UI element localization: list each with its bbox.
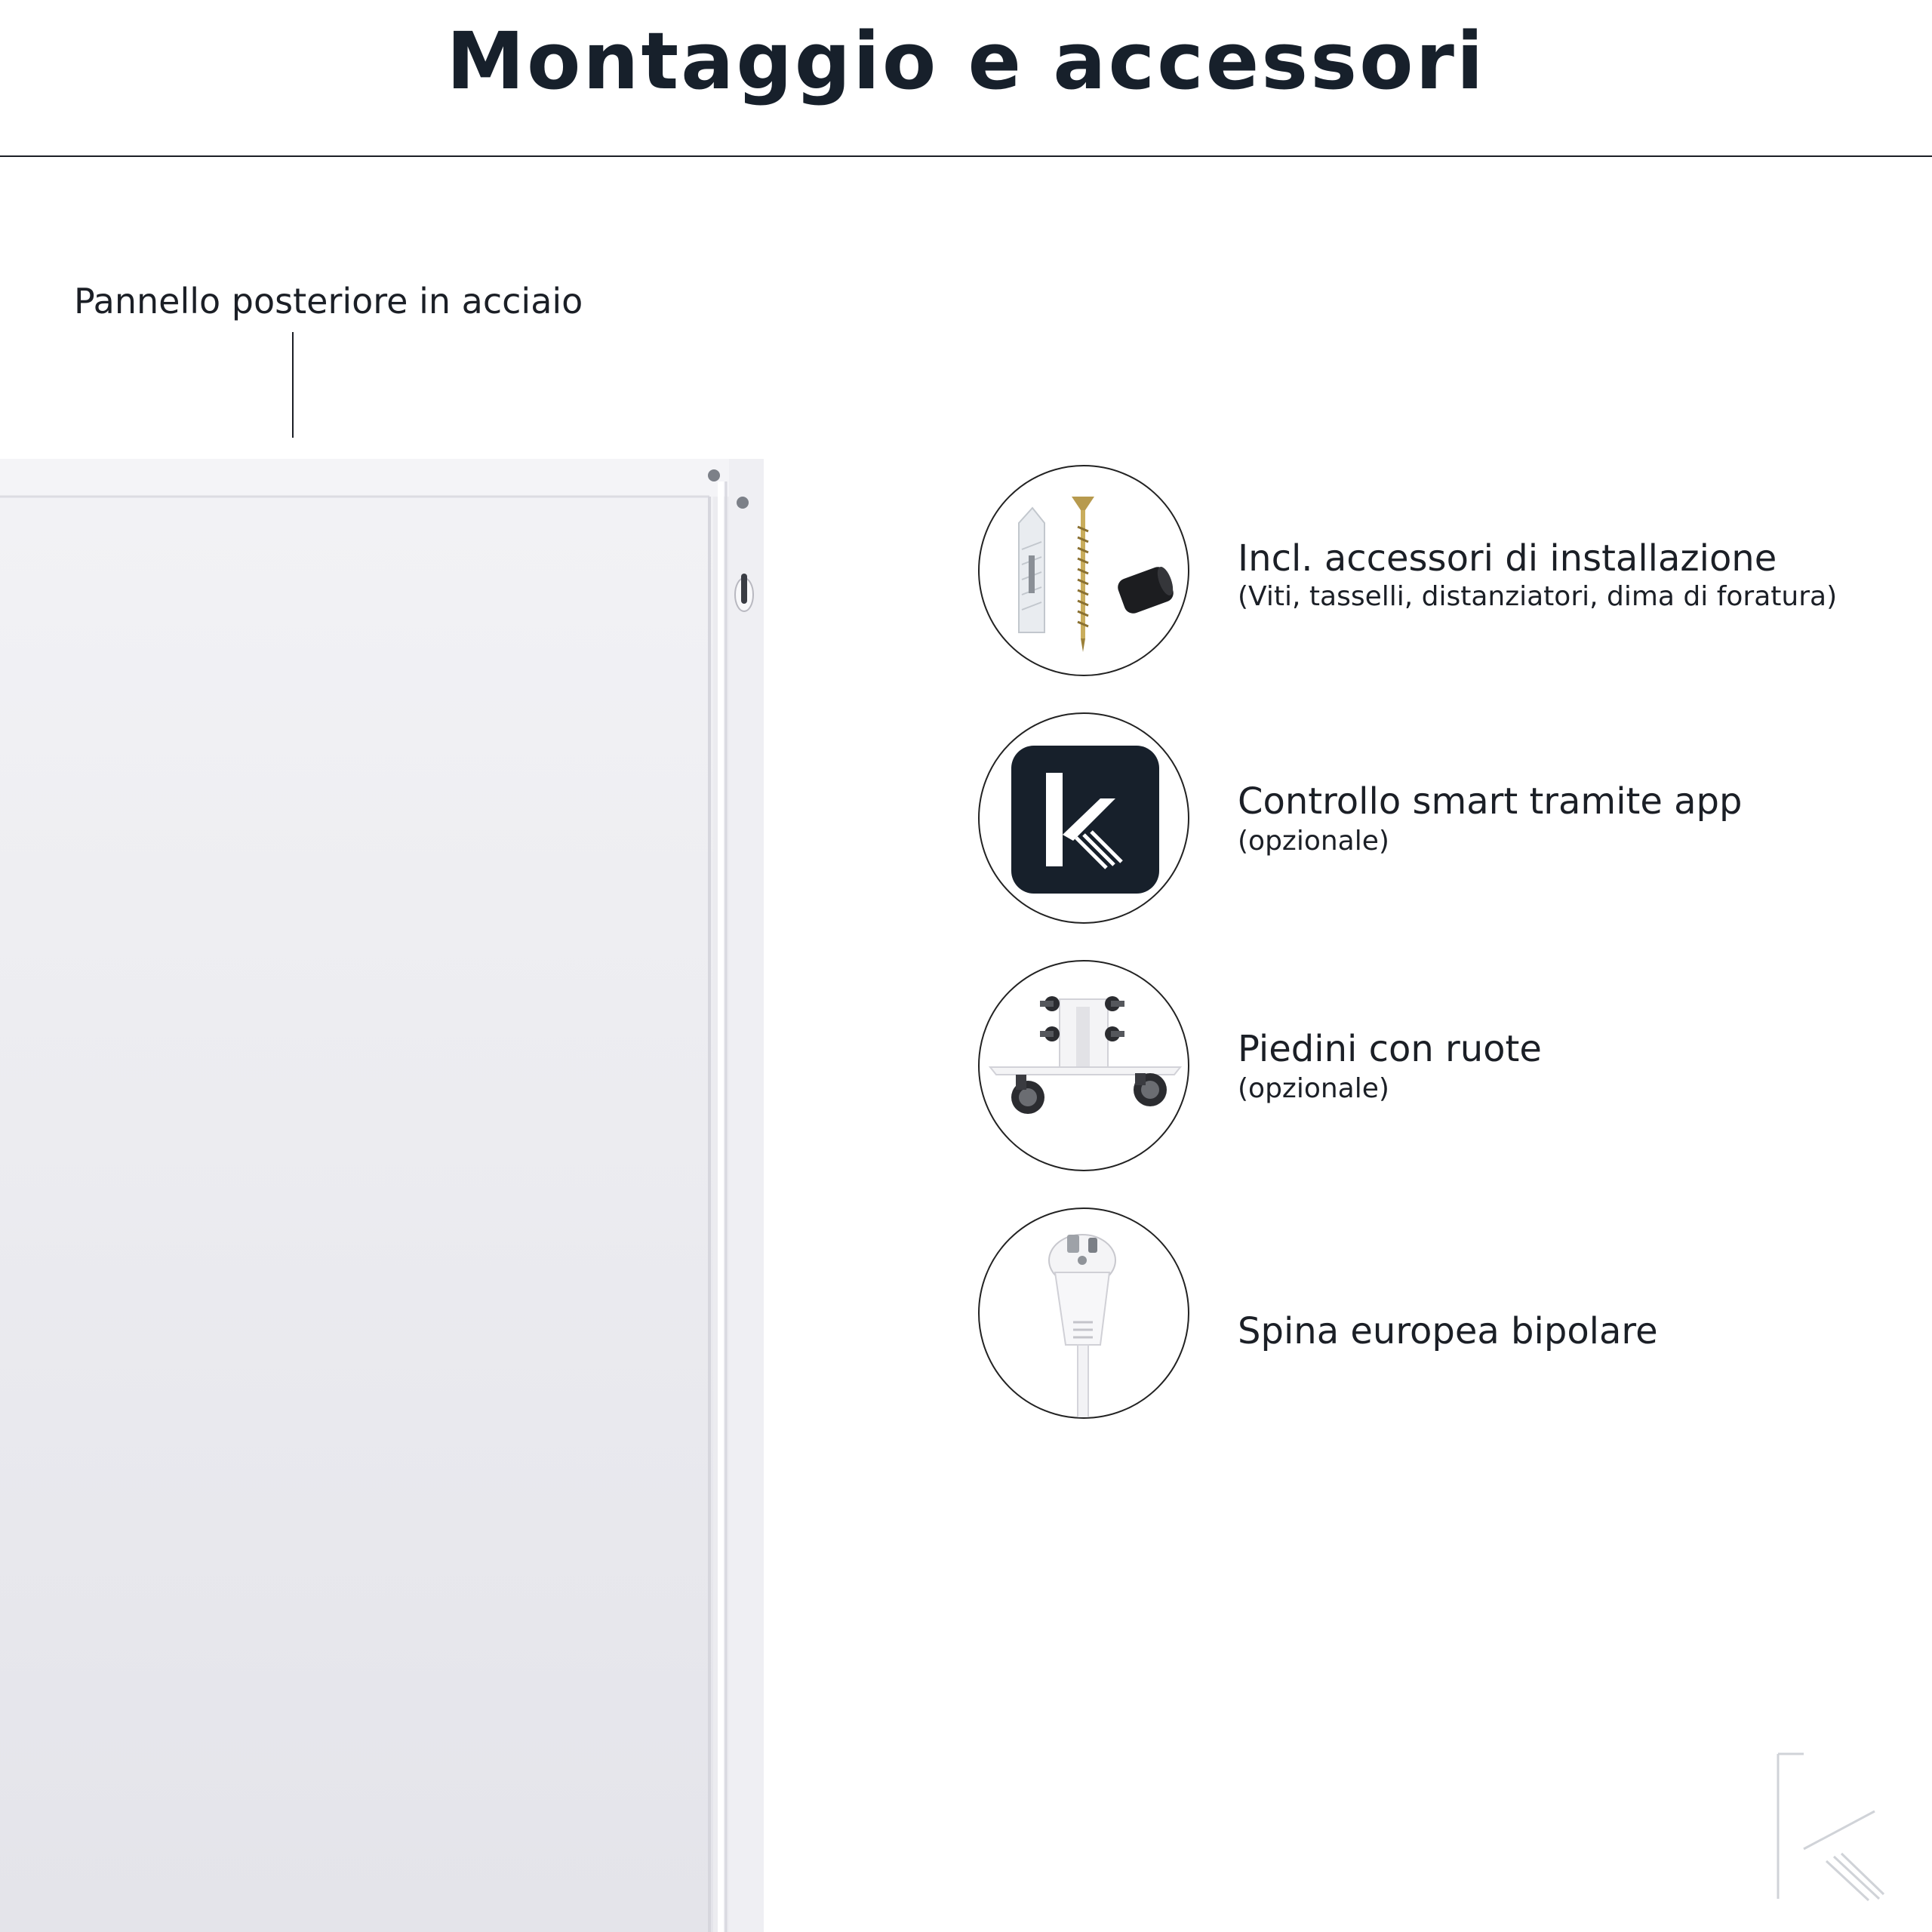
page-title: Montaggio e accessori bbox=[446, 15, 1486, 107]
feature-subtitle-smart-app: (opzionale) bbox=[1238, 826, 1389, 857]
feature-circle-installation-accessories bbox=[978, 465, 1189, 676]
euro-plug-icon bbox=[980, 1209, 1189, 1419]
feature-title-smart-app: Controllo smart tramite app bbox=[1238, 780, 1743, 823]
screws-and-dowels-icon bbox=[980, 466, 1189, 676]
feature-title-caster-feet: Piedini con ruote bbox=[1238, 1028, 1542, 1070]
caster-feet-icon bbox=[980, 961, 1189, 1171]
feature-circle-smart-app bbox=[978, 712, 1189, 924]
steel-back-panel-image bbox=[0, 459, 764, 1932]
brand-watermark-icon bbox=[1774, 1751, 1887, 1902]
panel-pointer-line bbox=[292, 332, 294, 438]
feature-subtitle-caster-feet: (opzionale) bbox=[1238, 1073, 1389, 1104]
feature-title-installation: Incl. accessori di installazione bbox=[1238, 537, 1777, 580]
feature-circle-caster-feet bbox=[978, 960, 1189, 1171]
app-logo-icon bbox=[980, 714, 1189, 924]
feature-title-euro-plug: Spina europea bipolare bbox=[1238, 1310, 1658, 1352]
panel-label: Pannello posteriore in acciaio bbox=[74, 281, 583, 321]
feature-circle-euro-plug bbox=[978, 1208, 1189, 1419]
feature-subtitle-installation: (Viti, tasselli, distanziatori, dima di foratura) bbox=[1238, 581, 1838, 612]
title-divider bbox=[0, 155, 1932, 157]
